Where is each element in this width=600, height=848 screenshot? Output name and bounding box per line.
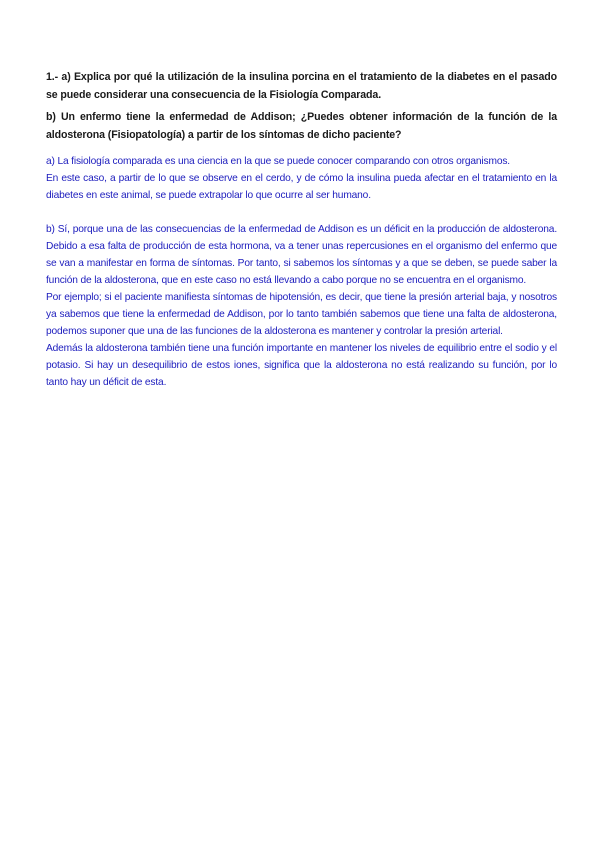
answer-b-paragraph-2: Por ejemplo; si el paciente manifiesta síntomas de hipotensión, es decir, que tiene la presión arterial baja, y nosotros ya sabemos que tiene la enfermedad de Addison, por lo tanto también sabemos que tiene una falta de aldosterona, podemos suponer que una de las funciones de la aldosterona es mantener y controlar la presión arterial. bbox=[46, 292, 557, 337]
answer-b-paragraph-3: Además la aldosterona también tiene una función importante en mantener los niveles de equilibrio entre el sodio y el potasio. Si hay un desequilibrio de estos iones, significa que la aldosterona no está realizando su función, por lo tanto hay un déficit de esta. bbox=[46, 343, 557, 388]
answer-a-line2: En este caso, a partir de lo que se observe en el cerdo, y de cómo la insulina pueda afectar en el tratamiento en la diabetes en este animal, se puede extrapolar lo que ocurre al ser humano. bbox=[46, 173, 557, 201]
answer-a-line1: a) La fisiología comparada es una ciencia en la que se puede conocer comparando con otros organismos. bbox=[46, 156, 510, 167]
answer-b-paragraph-1: b) Sí, porque una de las consecuencias de la enfermedad de Addison es un déficit en la producción de aldosterona. Debido a esa falta de producción de esta hormona, va a tener unas repercusiones en el organismo del enfermo que se van a manifestar en forma de síntomas. Por tanto, si sabemos los síntomas y a que se deben, se puede saber la función de la aldosterona, que en este caso no está llevando a cabo porque no se encuentra en el organismo. bbox=[46, 224, 557, 286]
question-1a: 1.- a) Explica por qué la utilización de la insulina porcina en el tratamiento de la diabetes en el pasado se puede considerar una consecuencia de la Fisiología Comparada. bbox=[46, 71, 557, 101]
document-content bbox=[46, 68, 557, 391]
answers-section bbox=[46, 153, 557, 391]
question-1b: b) Un enfermo tiene la enfermedad de Addison; ¿Puedes obtener información de la función de la aldosterona (Fisiopatología) a partir de los síntomas de dicho paciente? bbox=[46, 111, 557, 141]
